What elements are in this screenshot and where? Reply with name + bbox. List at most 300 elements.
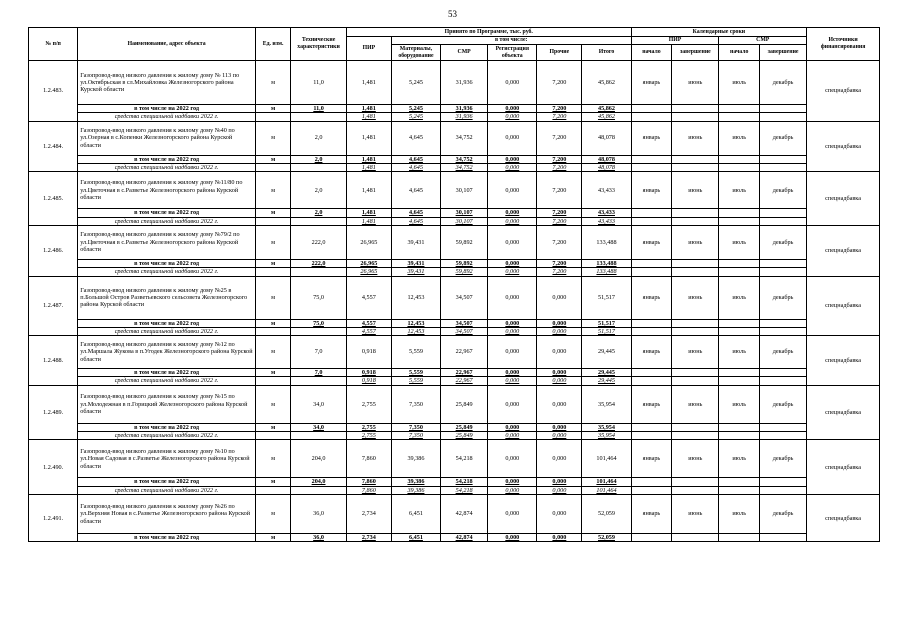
pir-value: 2,755	[346, 385, 391, 423]
subtotal-label: в том числе на 2022 год	[78, 105, 256, 113]
fund-smr: 59,892	[441, 268, 488, 276]
empty-cell	[672, 486, 719, 494]
subtotal-row	[29, 369, 880, 377]
empty-cell	[255, 377, 290, 385]
other-value: 7,200	[537, 172, 582, 209]
start-smr: июль	[719, 172, 760, 209]
empty-cell	[631, 155, 672, 163]
empty-cell	[719, 432, 760, 440]
subtotal-label: в том числе на 2022 год	[78, 259, 256, 267]
empty-cell	[672, 105, 719, 113]
fund-label: средства специальной надбавки 2022 г.	[78, 163, 256, 171]
table-body	[29, 61, 880, 542]
table-row	[29, 121, 880, 155]
col-cal-smr: СМР	[719, 37, 807, 45]
materials-value: 6,451	[391, 495, 440, 534]
fund-pir: 4,557	[346, 327, 391, 335]
start-smr: июль	[719, 336, 760, 369]
subtotal-label: в том числе на 2022 год	[78, 478, 256, 486]
pir-value: 7,860	[346, 440, 391, 478]
fund-total: 29,445	[582, 377, 631, 385]
subtotal-registration: 0,000	[488, 105, 537, 113]
registration-value: 0,000	[488, 225, 537, 259]
smr-value: 30,107	[441, 172, 488, 209]
funding-source: спецнадбавка	[807, 121, 880, 172]
subtotal-pir: 7,860	[346, 478, 391, 486]
other-value: 7,200	[537, 61, 582, 105]
registration-value: 0,000	[488, 121, 537, 155]
subtotal-label: в том числе на 2022 год	[78, 534, 256, 542]
start-pir: январь	[631, 225, 672, 259]
fund-materials: 4,645	[391, 163, 440, 171]
fund-registration: 0,000	[488, 163, 537, 171]
subtotal-total: 133,488	[582, 259, 631, 267]
start-pir: январь	[631, 495, 672, 534]
materials-value: 5,559	[391, 336, 440, 369]
empty-cell	[631, 268, 672, 276]
empty-cell	[719, 113, 760, 121]
subtotal-materials: 4,645	[391, 155, 440, 163]
col-smr: СМР	[441, 45, 488, 61]
col-calendar: Календарные сроки	[631, 28, 807, 37]
subtotal-other: 0,000	[537, 369, 582, 377]
fund-total: 48,078	[582, 163, 631, 171]
registration-value: 0,000	[488, 336, 537, 369]
table-row	[29, 225, 880, 259]
empty-cell	[672, 534, 719, 542]
total-value: 29,445	[582, 336, 631, 369]
end-pir: июнь	[672, 61, 719, 105]
unit: м	[255, 172, 290, 209]
subtotal-materials: 39,386	[391, 478, 440, 486]
row-number: 1.2.483.	[29, 61, 78, 122]
materials-value: 4,645	[391, 121, 440, 155]
row-number: 1.2.491.	[29, 495, 78, 542]
subtotal-other: 7,200	[537, 105, 582, 113]
unit: м	[255, 121, 290, 155]
fund-label: средства специальной надбавки 2022 г.	[78, 217, 256, 225]
fund-row	[29, 268, 880, 276]
materials-value: 39,386	[391, 440, 440, 478]
subtotal-pir: 4,557	[346, 319, 391, 327]
subtotal-materials: 12,453	[391, 319, 440, 327]
fund-total: 43,433	[582, 217, 631, 225]
tech-value: 11,0	[291, 61, 347, 105]
materials-value: 5,245	[391, 61, 440, 105]
table-row	[29, 336, 880, 369]
fund-row	[29, 217, 880, 225]
subtotal-total: 52,059	[582, 534, 631, 542]
subtotal-tech: 7,0	[291, 369, 347, 377]
smr-value: 54,218	[441, 440, 488, 478]
total-value: 101,464	[582, 440, 631, 478]
subtotal-other: 0,000	[537, 423, 582, 431]
col-incl: в том числе:	[391, 37, 631, 45]
col-num: № п/п	[29, 28, 78, 61]
funding-source: спецнадбавка	[807, 385, 880, 440]
empty-cell	[291, 377, 347, 385]
subtotal-label: в том числе на 2022 год	[78, 209, 256, 217]
empty-cell	[719, 319, 760, 327]
col-tech: Технические характеристики	[291, 28, 347, 61]
empty-cell	[631, 432, 672, 440]
registration-value: 0,000	[488, 61, 537, 105]
empty-cell	[291, 163, 347, 171]
empty-cell	[255, 486, 290, 494]
fund-smr: 54,218	[441, 486, 488, 494]
fund-pir: 26,965	[346, 268, 391, 276]
other-value: 7,200	[537, 225, 582, 259]
end-pir: июнь	[672, 276, 719, 319]
subtotal-smr: 22,967	[441, 369, 488, 377]
start-pir: январь	[631, 172, 672, 209]
fund-label: средства специальной надбавки 2022 г.	[78, 113, 256, 121]
empty-cell	[631, 423, 672, 431]
col-total: Итого	[582, 45, 631, 61]
subtotal-row	[29, 423, 880, 431]
subtotal-pir: 1,481	[346, 155, 391, 163]
smr-value: 34,507	[441, 276, 488, 319]
subtotal-tech: 2,0	[291, 155, 347, 163]
funding-source: спецнадбавка	[807, 61, 880, 122]
subtotal-tech: 75,0	[291, 319, 347, 327]
fund-total: 45,862	[582, 113, 631, 121]
empty-cell	[672, 327, 719, 335]
start-pir: январь	[631, 276, 672, 319]
tech-value: 75,0	[291, 276, 347, 319]
subtotal-unit: м	[255, 423, 290, 431]
smr-value: 22,967	[441, 336, 488, 369]
subtotal-registration: 0,000	[488, 155, 537, 163]
subtotal-row	[29, 534, 880, 542]
smr-value: 42,874	[441, 495, 488, 534]
subtotal-total: 48,078	[582, 155, 631, 163]
fund-pir: 2,755	[346, 432, 391, 440]
fund-total: 35,954	[582, 432, 631, 440]
materials-value: 7,350	[391, 385, 440, 423]
empty-cell	[631, 534, 672, 542]
subtotal-label: в том числе на 2022 год	[78, 155, 256, 163]
fund-materials: 4,645	[391, 217, 440, 225]
empty-cell	[760, 423, 807, 431]
fund-row	[29, 486, 880, 494]
fund-other: 7,200	[537, 113, 582, 121]
row-number: 1.2.487.	[29, 276, 78, 336]
col-end-pir: завершение	[672, 45, 719, 61]
tech-value: 222,0	[291, 225, 347, 259]
empty-cell	[672, 423, 719, 431]
tech-value: 2,0	[291, 172, 347, 209]
subtotal-total: 101,464	[582, 478, 631, 486]
empty-cell	[719, 377, 760, 385]
subtotal-other: 7,200	[537, 155, 582, 163]
col-other: Прочие	[537, 45, 582, 61]
empty-cell	[760, 534, 807, 542]
start-pir: январь	[631, 121, 672, 155]
other-value: 0,000	[537, 495, 582, 534]
fund-materials: 7,350	[391, 432, 440, 440]
table-row	[29, 440, 880, 478]
end-pir: июнь	[672, 225, 719, 259]
empty-cell	[672, 319, 719, 327]
empty-cell	[719, 105, 760, 113]
subtotal-row	[29, 478, 880, 486]
subtotal-total: 51,517	[582, 319, 631, 327]
end-smr: декабрь	[760, 336, 807, 369]
fund-other: 7,200	[537, 217, 582, 225]
fund-pir: 1,481	[346, 113, 391, 121]
subtotal-smr: 30,107	[441, 209, 488, 217]
other-value: 0,000	[537, 336, 582, 369]
empty-cell	[291, 268, 347, 276]
end-pir: июнь	[672, 336, 719, 369]
table-row	[29, 276, 880, 319]
subtotal-unit: м	[255, 319, 290, 327]
funding-source: спецнадбавка	[807, 495, 880, 542]
col-start-pir: начало	[631, 45, 672, 61]
col-unit: Ед. изм.	[255, 28, 290, 61]
empty-cell	[760, 259, 807, 267]
empty-cell	[672, 217, 719, 225]
end-smr: декабрь	[760, 225, 807, 259]
col-cal-pir: ПИР	[631, 37, 719, 45]
pir-value: 26,965	[346, 225, 391, 259]
subtotal-smr: 34,507	[441, 319, 488, 327]
fund-smr: 30,107	[441, 217, 488, 225]
fund-label: средства специальной надбавки 2022 г.	[78, 432, 256, 440]
fund-total: 51,517	[582, 327, 631, 335]
start-smr: июль	[719, 495, 760, 534]
empty-cell	[255, 432, 290, 440]
page-number: 53	[448, 9, 457, 19]
object-name: Газопровод-ввод низкого давления к жилому дому №25 в п.Большой Остров Разветьевского сельсовета Железногорского района Курской области	[78, 276, 256, 319]
subtotal-materials: 5,559	[391, 369, 440, 377]
fund-label: средства специальной надбавки 2022 г.	[78, 377, 256, 385]
subtotal-row	[29, 259, 880, 267]
subtotal-tech: 222,0	[291, 259, 347, 267]
empty-cell	[255, 163, 290, 171]
fund-smr: 25,849	[441, 432, 488, 440]
subtotal-smr: 59,892	[441, 259, 488, 267]
fund-registration: 0,000	[488, 377, 537, 385]
empty-cell	[631, 486, 672, 494]
funding-source: спецнадбавка	[807, 225, 880, 276]
subtotal-label: в том числе на 2022 год	[78, 423, 256, 431]
fund-materials: 39,431	[391, 268, 440, 276]
col-accepted: Принято по Программе, тыс. руб.	[346, 28, 631, 37]
total-value: 51,517	[582, 276, 631, 319]
empty-cell	[760, 369, 807, 377]
smr-value: 25,849	[441, 385, 488, 423]
tech-value: 2,0	[291, 121, 347, 155]
fund-pir: 7,860	[346, 486, 391, 494]
empty-cell	[631, 209, 672, 217]
fund-registration: 0,000	[488, 217, 537, 225]
registration-value: 0,000	[488, 276, 537, 319]
subtotal-row	[29, 105, 880, 113]
registration-value: 0,000	[488, 495, 537, 534]
fund-registration: 0,000	[488, 268, 537, 276]
empty-cell	[672, 113, 719, 121]
materials-value: 4,645	[391, 172, 440, 209]
start-pir: январь	[631, 440, 672, 478]
empty-cell	[672, 432, 719, 440]
end-smr: декабрь	[760, 495, 807, 534]
fund-pir: 0,918	[346, 377, 391, 385]
empty-cell	[760, 319, 807, 327]
empty-cell	[760, 268, 807, 276]
start-smr: июль	[719, 225, 760, 259]
total-value: 43,433	[582, 172, 631, 209]
fund-smr: 22,967	[441, 377, 488, 385]
empty-cell	[255, 268, 290, 276]
empty-cell	[631, 319, 672, 327]
empty-cell	[631, 478, 672, 486]
fund-total: 101,464	[582, 486, 631, 494]
fund-materials: 5,559	[391, 377, 440, 385]
empty-cell	[291, 432, 347, 440]
other-value: 0,000	[537, 440, 582, 478]
subtotal-registration: 0,000	[488, 319, 537, 327]
col-materials: Материалы, оборудование	[391, 45, 440, 61]
empty-cell	[672, 155, 719, 163]
unit: м	[255, 495, 290, 534]
tech-value: 204,0	[291, 440, 347, 478]
subtotal-smr: 31,936	[441, 105, 488, 113]
subtotal-unit: м	[255, 105, 290, 113]
fund-smr: 34,752	[441, 163, 488, 171]
end-smr: декабрь	[760, 121, 807, 155]
subtotal-registration: 0,000	[488, 209, 537, 217]
empty-cell	[631, 377, 672, 385]
start-smr: июль	[719, 276, 760, 319]
row-number: 1.2.484.	[29, 121, 78, 172]
end-smr: декабрь	[760, 61, 807, 105]
subtotal-materials: 5,245	[391, 105, 440, 113]
subtotal-unit: м	[255, 478, 290, 486]
subtotal-label: в том числе на 2022 год	[78, 319, 256, 327]
row-number: 1.2.485.	[29, 172, 78, 226]
subtotal-smr: 54,218	[441, 478, 488, 486]
fund-other: 0,000	[537, 486, 582, 494]
subtotal-materials: 39,431	[391, 259, 440, 267]
subtotal-other: 7,200	[537, 209, 582, 217]
object-name: Газопровод-ввод низкого давления к жилому дому №11/80 по ул.Цветочная в с.Разветье Железногорского района Курской области	[78, 172, 256, 209]
col-name: Наименование, адрес объекта	[78, 28, 256, 61]
subtotal-registration: 0,000	[488, 478, 537, 486]
subtotal-unit: м	[255, 259, 290, 267]
fund-row	[29, 163, 880, 171]
unit: м	[255, 336, 290, 369]
object-name: Газопровод-ввод низкого давления к жилому дому № 113 по ул.Октябрьская в сл.Михайловка Железногорского района Курской области	[78, 61, 256, 105]
fund-row	[29, 377, 880, 385]
subtotal-other: 0,000	[537, 534, 582, 542]
unit: м	[255, 225, 290, 259]
start-smr: июль	[719, 61, 760, 105]
other-value: 7,200	[537, 121, 582, 155]
fund-row	[29, 113, 880, 121]
fund-other: 0,000	[537, 432, 582, 440]
subtotal-materials: 4,645	[391, 209, 440, 217]
start-smr: июль	[719, 440, 760, 478]
fund-smr: 34,507	[441, 327, 488, 335]
col-start-smr: начало	[719, 45, 760, 61]
start-smr: июль	[719, 385, 760, 423]
subtotal-pir: 2,755	[346, 423, 391, 431]
object-name: Газопровод-ввод низкого давления к жилому дому №79/2 по ул.Цветочная в с.Разветье Железногорского района Курской области	[78, 225, 256, 259]
total-value: 52,059	[582, 495, 631, 534]
subtotal-registration: 0,000	[488, 423, 537, 431]
pir-value: 1,481	[346, 121, 391, 155]
fund-row	[29, 432, 880, 440]
subtotal-total: 45,862	[582, 105, 631, 113]
subtotal-unit: м	[255, 534, 290, 542]
empty-cell	[760, 113, 807, 121]
empty-cell	[631, 105, 672, 113]
end-pir: июнь	[672, 495, 719, 534]
col-registration: Регистрация объекта	[488, 45, 537, 61]
subtotal-pir: 2,734	[346, 534, 391, 542]
empty-cell	[719, 478, 760, 486]
empty-cell	[760, 486, 807, 494]
empty-cell	[255, 113, 290, 121]
subtotal-unit: м	[255, 369, 290, 377]
unit: м	[255, 276, 290, 319]
empty-cell	[672, 259, 719, 267]
start-pir: январь	[631, 385, 672, 423]
smr-value: 34,752	[441, 121, 488, 155]
fund-other: 0,000	[537, 377, 582, 385]
subtotal-total: 35,954	[582, 423, 631, 431]
row-number: 1.2.488.	[29, 336, 78, 386]
funding-source: спецнадбавка	[807, 440, 880, 495]
object-name: Газопровод-ввод низкого давления к жилому дому №12 по ул.Маршала Жукова в п.Угодек Железногорского района Курской области	[78, 336, 256, 369]
funding-source: спецнадбавка	[807, 172, 880, 226]
table-row	[29, 495, 880, 534]
empty-cell	[760, 478, 807, 486]
subtotal-registration: 0,000	[488, 369, 537, 377]
empty-cell	[719, 259, 760, 267]
fund-other: 7,200	[537, 268, 582, 276]
total-value: 133,488	[582, 225, 631, 259]
empty-cell	[631, 217, 672, 225]
subtotal-pir: 1,481	[346, 105, 391, 113]
subtotal-unit: м	[255, 209, 290, 217]
fund-materials: 5,245	[391, 113, 440, 121]
smr-value: 59,892	[441, 225, 488, 259]
subtotal-pir: 26,965	[346, 259, 391, 267]
end-pir: июнь	[672, 440, 719, 478]
object-name: Газопровод-ввод низкого давления к жилому дому №10 по ул.Новая Садовая в с.Разветье Железногорского района Курской области	[78, 440, 256, 478]
fund-registration: 0,000	[488, 327, 537, 335]
end-smr: декабрь	[760, 440, 807, 478]
empty-cell	[719, 486, 760, 494]
empty-cell	[672, 369, 719, 377]
empty-cell	[760, 209, 807, 217]
subtotal-pir: 0,918	[346, 369, 391, 377]
empty-cell	[760, 155, 807, 163]
unit: м	[255, 440, 290, 478]
empty-cell	[291, 217, 347, 225]
pir-value: 2,734	[346, 495, 391, 534]
empty-cell	[291, 486, 347, 494]
empty-cell	[672, 163, 719, 171]
pir-value: 0,918	[346, 336, 391, 369]
subtotal-materials: 6,451	[391, 534, 440, 542]
subtotal-other: 0,000	[537, 319, 582, 327]
empty-cell	[760, 377, 807, 385]
funding-source: спецнадбавка	[807, 276, 880, 336]
